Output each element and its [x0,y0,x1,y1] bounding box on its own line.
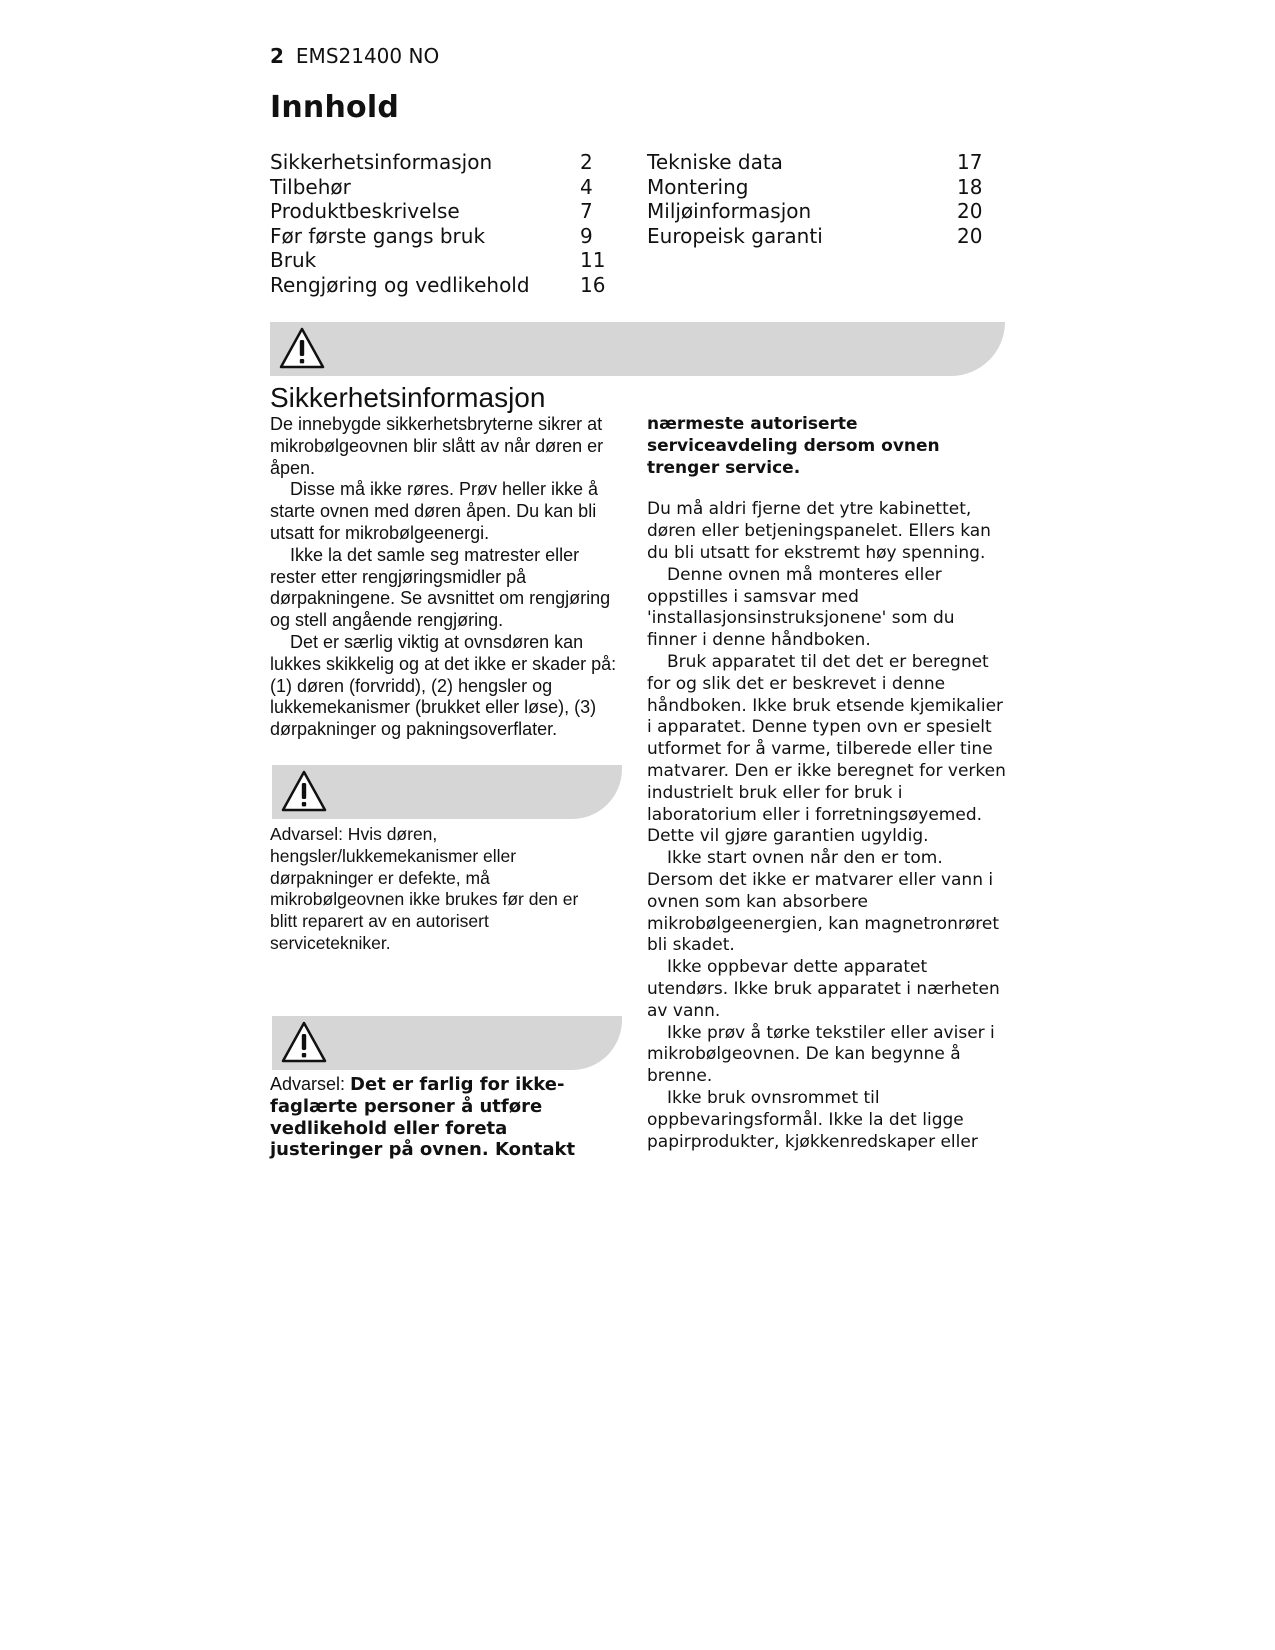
toc-entry[interactable] [270,248,610,273]
paragraph: Ikke start ovnen når den er tom. Dersom det ikke er matvarer eller vann i ovnen som kan absorbere mikrobølgeenergien, kan magnetronrøret bli skadet. [647,848,999,956]
toc-entry-label: Før første gangs bruk [270,223,486,248]
warning-triangle-icon [280,1020,328,1064]
page-header [270,44,439,68]
toc-entry-page: 16 [580,272,606,297]
paragraph: Det er særlig viktig at ovnsdøren kan lukkes skikkelig og at det ikke er skader på: (1) døren (forvridd), (2) hengsler og lukkemekanismer (brukket eller løse), (3) dørpakninger og pakningsoverflater. [270,631,617,740]
toc-entry-page: 9 [580,223,593,248]
toc-entry-page: 18 [957,174,983,199]
toc-entry-label: Sikkerhetsinformasjon [270,150,493,174]
paragraph-bold: nærmeste autoriserte serviceavdeling dersom ovnen trenger service. [647,414,940,478]
toc-entry-page: 11 [580,248,606,272]
page-title: Innhold [270,90,400,125]
toc-entry[interactable] [270,273,610,298]
page-number: 2 [270,44,284,68]
paragraph: Ikke la det samle seg matrester eller rester etter rengjøringsmidler på dørpakningene. Se avsnittet om rengjøring og stell angående rengjøring. [270,544,611,631]
toc-entry-label: Miljøinformasjon [647,199,812,223]
warning-banner [272,1016,622,1070]
toc-left-column [270,150,610,297]
toc-entry-label: Tilbehør [270,174,351,199]
toc-entry-label: Rengjøring og vedlikehold [270,272,530,297]
paragraph: Ikke bruk ovnsrommet til oppbevaringsformål. Ikke la det ligge papirprodukter, kjøkkenredskaper eller [647,1087,978,1152]
toc-entry-page: 20 [957,223,983,248]
toc-entry-page: 2 [580,150,593,174]
toc-entry-page: 7 [580,199,593,223]
warning-banner [272,765,622,819]
toc-entry-label: Produktbeskrivelse [270,199,460,223]
toc-entry-page: 4 [580,174,593,199]
paragraph: Ikke prøv å tørke tekstiler eller aviser i mikrobølgeovnen. De kan begynne å brenne. [647,1022,995,1087]
toc-entry[interactable] [270,175,610,200]
toc-entry-label: Tekniske data [647,150,783,174]
paragraph: Disse må ikke røres. Prøv heller ikke å starte ovnen med døren åpen. Du kan bli utsatt for mikrobølgeenergi. [270,479,599,543]
right-column [647,414,1007,1153]
toc-right-column [647,150,987,248]
paragraph: Bruk apparatet til det det er beregnet for og slik det er beskrevet i denne håndboken. Ikke bruk etsende kjemikalier i apparatet. Denne typen ovn er spesielt utformet for å varme, tilberede eller tine matvarer. Den er ikke beregnet for verken industrielt bruk eller for bruk i laboratorium eller i forretningsøyemed. Dette vil gjøre garantien ugyldig. [647,651,1006,847]
toc-entry-label: Montering [647,174,749,199]
toc-entry-page: 20 [957,199,983,223]
paragraph: Du må aldri fjerne det ytre kabinettet, døren eller betjeningspanelet. Ellers kan du bli utsatt for ekstremt høy spenning. [647,499,991,563]
paragraph: Ikke oppbevar dette apparatet utendørs. Ikke bruk apparatet i nærheten av vann. [647,957,1000,1021]
warning-text-2 [270,1074,620,1161]
toc-entry[interactable] [647,150,987,175]
warning-text-1: Advarsel: Hvis døren, hengsler/lukkemekanismer eller dørpakninger er defekte, må mikrobølgeovnen ikke brukes før den er blitt reparert av en autorisert servicetekniker. [270,824,579,953]
toc-entry[interactable] [270,199,610,224]
safety-banner [270,322,1005,376]
paragraph: De innebygde sikkerhetsbryterne sikrer at mikrobølgeovnen blir slått av når døren er åpen. [270,414,604,478]
document-id: EMS21400 NO [295,44,440,68]
toc-entry[interactable] [647,175,987,200]
section-title: Sikkerhetsinformasjon [270,382,546,413]
paragraph: Denne ovnen må monteres eller oppstilles i samsvar med 'installasjonsinstruksjonene' som du finner i denne håndboken. [647,564,955,651]
warning-triangle-icon [280,769,328,813]
toc-entry-page: 17 [957,150,983,174]
warning-prefix: Advarsel: [270,1074,351,1094]
toc-entry[interactable] [270,150,610,175]
toc-entry[interactable] [647,199,987,224]
warning-bold-text: Det er farlig for ikke-faglærte personer å utføre vedlikehold eller foreta justeringer på ovnen. Kontakt [270,1074,576,1161]
left-column [270,414,625,741]
toc-entry[interactable] [647,224,987,249]
toc-entry-label: Bruk [270,248,317,272]
toc-entry-label: Europeisk garanti [647,223,823,248]
toc-entry[interactable] [270,224,610,249]
warning-triangle-icon [278,326,326,370]
